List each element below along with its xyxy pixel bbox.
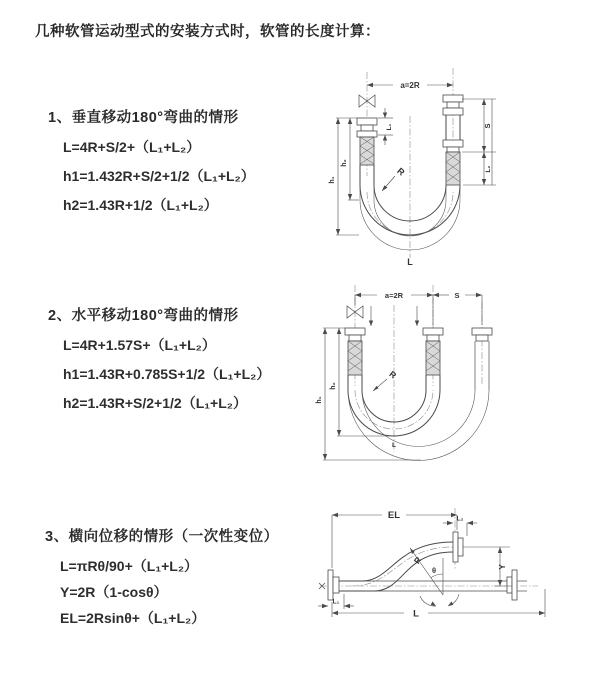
flange bbox=[443, 140, 463, 147]
radius-label: R bbox=[387, 368, 399, 381]
dim-label-l1: L₁ bbox=[386, 123, 393, 131]
length-label: L bbox=[407, 257, 413, 267]
diagram-vertical-180-bend bbox=[303, 64, 543, 269]
section-1-heading: 1、垂直移动180°弯曲的情形 bbox=[48, 110, 239, 126]
formula-h1: h1=1.432R+S/2+1/2（L₁+L₂） bbox=[63, 168, 255, 184]
formula-h2: h2=1.43R+S/2+1/2（L₁+L₂） bbox=[63, 395, 247, 411]
dim-label-el: EL bbox=[387, 510, 401, 521]
flange bbox=[328, 570, 333, 600]
section-3-heading: 3、横向位移的情形（一次性变位） bbox=[45, 529, 279, 545]
dim-label-l2: L₂ bbox=[485, 165, 492, 173]
formula-h1: h1=1.43R+0.785S+1/2（L₁+L₂） bbox=[63, 366, 271, 382]
formula-length: L=4R+1.57S+（L₁+L₂） bbox=[63, 337, 216, 353]
formula-el: EL=2Rsinθ+（L₁+L₂） bbox=[60, 610, 206, 626]
dim-label-s: S bbox=[483, 123, 492, 129]
flange bbox=[512, 570, 517, 600]
radius-label: R bbox=[411, 554, 424, 566]
flange bbox=[345, 328, 365, 335]
valve-icon bbox=[347, 306, 355, 318]
dim-label-span: a=2R bbox=[384, 290, 404, 300]
union-nut bbox=[349, 335, 361, 341]
section-vertical-movement bbox=[48, 106, 255, 224]
union-nut bbox=[427, 335, 439, 341]
flange bbox=[443, 108, 463, 115]
hose-inner-wall bbox=[374, 185, 446, 221]
formula-length: L=4R+S/2+（L₁+L₂） bbox=[63, 139, 201, 155]
union-nut bbox=[447, 147, 459, 152]
dim-label-h1: h₁ bbox=[316, 396, 323, 404]
dim-label-l1: L₁ bbox=[332, 598, 340, 606]
valve-icon bbox=[367, 95, 375, 107]
length-label: L bbox=[413, 608, 419, 620]
angle-label: θ bbox=[431, 566, 437, 575]
flange bbox=[357, 131, 377, 137]
section-horizontal-movement bbox=[48, 304, 270, 422]
formula-h2: h2=1.43R+1/2（L₁+L₂） bbox=[63, 197, 218, 213]
flange-hub bbox=[507, 577, 512, 593]
dim-label-h2: h₂ bbox=[341, 159, 348, 167]
flange-hub bbox=[333, 577, 339, 593]
flange-moved bbox=[472, 328, 492, 335]
dim-label-h2: h₂ bbox=[330, 382, 337, 390]
page-title: 几种软管运动型式的安装方式时，软管的长度计算： bbox=[35, 24, 380, 40]
section-lateral-displacement bbox=[45, 525, 279, 634]
dim-label-h1: h₁ bbox=[329, 176, 336, 184]
dim-label-s: S bbox=[454, 290, 460, 300]
union-nut bbox=[361, 125, 373, 131]
formula-length: L=πRθ/90+（L₁+L₂） bbox=[60, 558, 199, 574]
flange bbox=[357, 118, 377, 125]
union-nut-moved bbox=[476, 335, 488, 341]
length-label: L bbox=[392, 442, 396, 449]
dim-label-y: Y bbox=[498, 564, 507, 570]
formula-y: Y=2R（1-cosθ） bbox=[60, 584, 168, 600]
flange bbox=[423, 328, 443, 335]
union-nut bbox=[447, 102, 459, 108]
dim-label-l2: L₂ bbox=[456, 515, 464, 523]
valve-icon bbox=[355, 306, 363, 318]
diagram-horizontal-180-bend bbox=[303, 280, 548, 475]
section-2-heading: 2、水平移动180°弯曲的情形 bbox=[48, 308, 239, 324]
flange-hub-displaced bbox=[458, 538, 463, 556]
radius-label: R bbox=[395, 165, 407, 178]
flange bbox=[443, 95, 463, 102]
braided-hose-section bbox=[360, 137, 374, 165]
valve-icon bbox=[359, 95, 367, 107]
diagram-lateral-displacement bbox=[296, 496, 566, 651]
flange-displaced bbox=[453, 532, 458, 562]
dim-label-span: a=2R bbox=[400, 81, 420, 90]
hose-outer-wall-moved bbox=[348, 390, 489, 461]
